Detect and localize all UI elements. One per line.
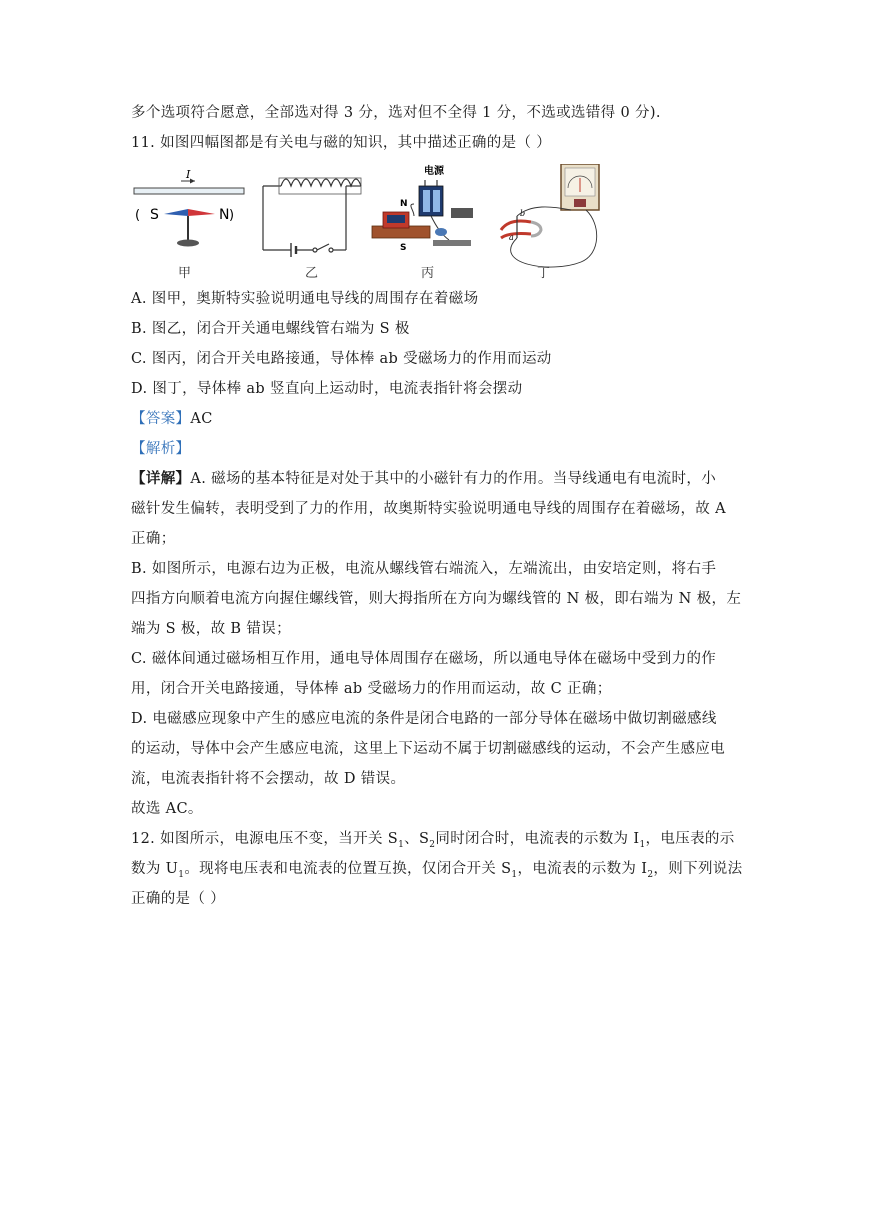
option-a: A. 图甲，奥斯特实验说明通电导线的周围存在着磁场	[131, 291, 479, 307]
answer-line	[131, 409, 771, 429]
panel-ding	[501, 164, 599, 267]
detail-line-10: 的运动，导体中会产生感应电流，这里上下运动不属于切割磁感线的运动，不会产生感应电	[131, 741, 725, 757]
detail-line-8: 用，闭合开关电路接通，导体棒 ab 受磁场力的作用而运动，故 C 正确；	[131, 681, 612, 697]
power-source-label: 电源	[424, 166, 444, 177]
conductor-end-b-label: b	[520, 209, 526, 218]
q12-text: 、S	[404, 831, 430, 847]
instructions-line: 多个选项符合愿意，全部选对得 3 分，选对但不全得 1 分，不选或选错得 0 分).	[131, 105, 661, 121]
answer-tag: 【答案】	[131, 411, 191, 427]
analysis-tag: 【解析】	[131, 441, 191, 457]
caption-yi: 乙	[305, 266, 319, 281]
detail-line-11: 流，电流表指针将不会摆动，故 D 错误。	[131, 771, 406, 787]
option-c: C. 图丙，闭合开关电路接通，导体棒 ab 受磁场力的作用而运动	[131, 351, 552, 367]
small-north-label: N	[400, 199, 408, 209]
question-12-line-3: 正确的是（ ）	[131, 891, 226, 907]
q12-text: 同时闭合时，电流表的示数为 I	[435, 831, 640, 847]
question-11-figure	[131, 164, 609, 282]
question-12-line-2	[131, 859, 771, 881]
caption-ding: 丁	[537, 266, 551, 281]
answer-value: AC	[190, 411, 213, 427]
subscript: 1	[178, 870, 185, 880]
detail-line-7: C. 磁体间通过磁场相互作用，通电导体周围存在磁场，所以通电导体在磁场中受到力的作	[131, 651, 717, 667]
south-pole-label: S	[150, 207, 159, 223]
small-south-label: S	[400, 243, 407, 253]
subscript: 1	[511, 870, 518, 880]
detail-line-1	[131, 469, 771, 489]
subscript: 1	[639, 840, 646, 850]
detail-text: A. 磁场的基本特征是对处于其中的小磁针有力的作用。当导线通电有电流时，小	[190, 471, 717, 487]
option-d: D. 图丁，导体棒 ab 竖直向上运动时，电流表指针将会摆动	[131, 381, 523, 397]
option-b: B. 图乙，闭合开关通电螺线管右端为 S 极	[131, 321, 410, 337]
subscript: 2	[647, 870, 654, 880]
detail-line-2: 磁针发生偏转，表明受到了力的作用，故奥斯特实验说明通电导线的周围存在着磁场，故 A	[131, 501, 726, 517]
q12-text: ，电压表的示	[645, 831, 735, 847]
conductor-end-a-label: a	[509, 233, 514, 242]
detail-line-9: D. 电磁感应现象中产生的感应电流的条件是闭合电路的一部分导体在磁场中做切割磁感线	[131, 711, 717, 727]
detail-line-3: 正确；	[131, 531, 176, 547]
q12-text: 。现将电压表和电流表的位置互换，仅闭合开关 S	[184, 861, 512, 877]
panel-jia	[134, 168, 244, 247]
detail-line-5: 四指方向顺着电流方向握住螺线管，则大拇指所在方向为螺线管的 N 极，即右端为 N 极，左	[131, 591, 742, 607]
detail-tag: 【详解】	[131, 470, 191, 487]
detail-line-4: B. 如图所示，电源右边为正极，电流从螺线管右端流入，左端流出，由安培定则，将右手	[131, 561, 717, 577]
q12-text: ，则下列说法	[653, 861, 743, 877]
current-label: I	[186, 168, 191, 181]
conclusion-line: 故选 AC。	[131, 801, 203, 817]
panel-yi	[263, 178, 361, 257]
panel-bing	[372, 164, 473, 253]
q12-text: ，电流表的示数为 I	[517, 861, 648, 877]
caption-jia: 甲	[178, 266, 192, 281]
north-pole-label: N	[219, 207, 230, 223]
caption-bing: 丙	[421, 266, 435, 281]
detail-line-6: 端为 S 极，故 B 错误；	[131, 621, 291, 637]
q12-text: 数为 U	[131, 861, 179, 877]
question-12-line-1	[131, 829, 771, 851]
svg-text:): )	[229, 208, 235, 223]
question-11-stem: 11. 如图四幅图都是有关电与磁的知识，其中描述正确的是（ ）	[131, 135, 552, 151]
subscript: 1	[398, 840, 405, 850]
q12-text: 12. 如图所示，电源电压不变，当开关 S	[131, 831, 399, 847]
svg-text:(: (	[135, 208, 141, 223]
subscript: 2	[429, 840, 436, 850]
